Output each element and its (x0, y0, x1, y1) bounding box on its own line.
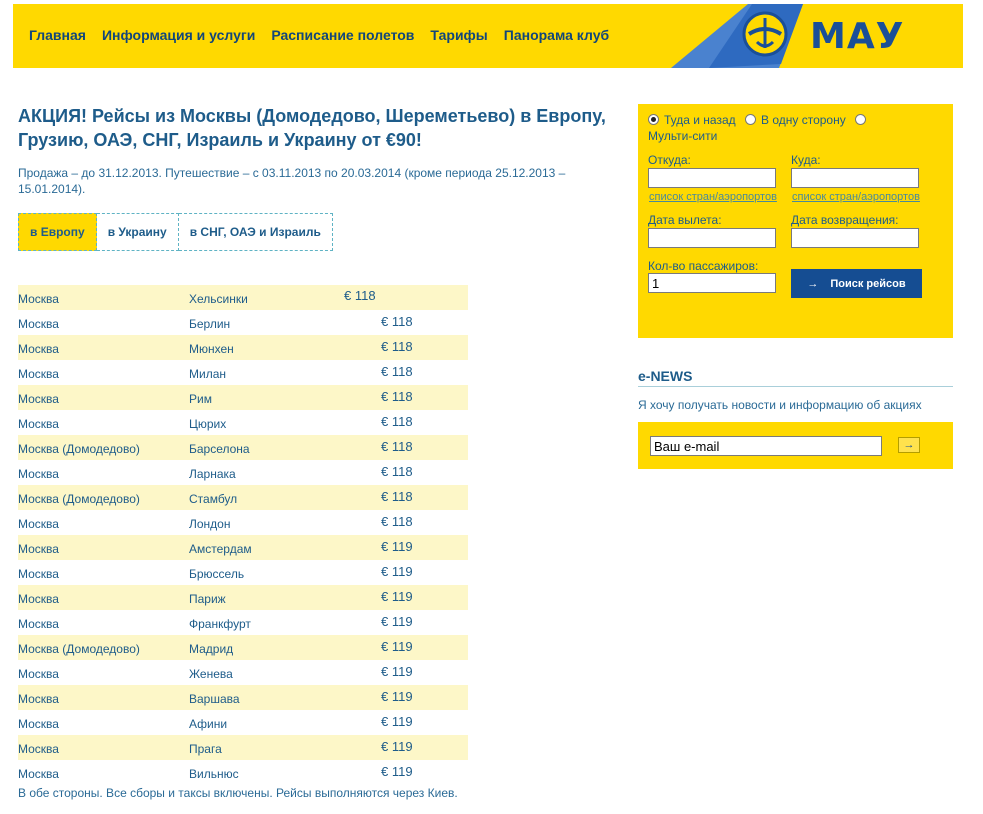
route-destination: Рим (189, 392, 212, 406)
route-destination: Мадрид (189, 642, 234, 656)
nav-item-info-services[interactable]: Информация и услуги (101, 27, 256, 43)
arrow-right-icon: → (903, 439, 915, 451)
route-row (18, 385, 468, 410)
route-price: € 119 (381, 614, 413, 629)
route-origin: Москва (18, 692, 59, 706)
route-origin: Москва (18, 367, 59, 381)
tab-europe[interactable]: в Европу (18, 213, 97, 251)
trip-type-label: В одну сторону (761, 113, 846, 127)
route-origin: Москва (18, 517, 59, 531)
route-row (18, 760, 468, 785)
return-date-input[interactable] (791, 228, 919, 248)
airline-tail-logo-icon[interactable] (653, 4, 803, 68)
route-row (18, 560, 468, 585)
enews-divider (638, 386, 953, 387)
route-origin: Москва (18, 742, 59, 756)
route-destination: Париж (189, 592, 226, 606)
route-destination: Франкфурт (189, 617, 251, 631)
depart-date-label: Дата вылета: (648, 213, 722, 227)
route-row (18, 710, 468, 735)
route-row (18, 460, 468, 485)
route-destination: Амстердам (189, 542, 252, 556)
route-row (18, 360, 468, 385)
from-label: Откуда: (648, 153, 691, 167)
trip-type-oneway[interactable] (745, 112, 846, 128)
header-bar (13, 4, 963, 68)
route-row (18, 585, 468, 610)
route-origin: Москва (18, 592, 59, 606)
route-origin: Москва (18, 417, 59, 431)
route-price: € 118 (381, 489, 413, 504)
radio-icon[interactable] (855, 114, 866, 125)
route-row (18, 535, 468, 560)
trip-type-multicity-label[interactable]: Мульти-сити (648, 129, 718, 143)
route-origin: Москва (18, 342, 59, 356)
enews-subscribe-box (638, 422, 953, 469)
route-row (18, 510, 468, 535)
routes-table (18, 285, 468, 785)
tab-cis-uae-israel[interactable]: в СНГ, ОАЭ и Израиль (179, 213, 333, 251)
route-price: € 119 (381, 664, 413, 679)
route-destination: Хельсинки (189, 292, 248, 306)
nav-item-schedule[interactable]: Расписание полетов (271, 27, 415, 43)
enews-description: Я хочу получать новости и информацию об акциях (638, 398, 922, 412)
route-price: € 119 (381, 739, 413, 754)
route-price: € 119 (381, 764, 413, 779)
promo-subtitle: Продажа – до 31.12.2013. Путешествие – с 03.11.2013 по 20.03.2014 (кроме периода 25.12.2013 – 15.01.2014). (18, 166, 566, 196)
route-origin: Москва (18, 317, 59, 331)
nav-item-home[interactable]: Главная (29, 27, 86, 43)
trip-type-multicity-radio[interactable] (855, 112, 871, 128)
route-row (18, 410, 468, 435)
route-destination: Ларнака (189, 467, 236, 481)
route-row (18, 310, 468, 335)
route-price: € 119 (381, 539, 413, 554)
enews-email-input[interactable] (650, 436, 882, 456)
destination-tabs (18, 213, 333, 251)
route-destination: Милан (189, 367, 227, 381)
route-destination: Вильнюс (189, 767, 239, 781)
route-destination: Женева (189, 667, 233, 681)
route-origin: Москва (Домодедово) (18, 442, 140, 456)
enews-submit-button[interactable] (898, 437, 920, 453)
airline-logo-text[interactable]: МАУ (810, 16, 905, 57)
promo-title: АКЦИЯ! Рейсы из Москвы (Домодедово, Шереметьево) в Европу, Грузию, ОАЭ, СНГ, Израиль и Украину от €90! (18, 106, 606, 150)
route-price: € 118 (381, 514, 413, 529)
route-destination: Варшава (189, 692, 240, 706)
passengers-input[interactable] (648, 273, 776, 293)
route-row (18, 435, 468, 460)
route-destination: Прага (189, 742, 222, 756)
route-origin: Москва (18, 767, 59, 781)
route-origin: Москва (18, 617, 59, 631)
to-label: Куда: (791, 153, 821, 167)
nav-item-fares[interactable]: Тарифы (430, 27, 488, 43)
route-origin: Москва (18, 467, 59, 481)
to-airports-link[interactable]: список стран/аэропортов (792, 191, 920, 203)
route-price: € 118 (381, 389, 413, 404)
route-destination: Цюрих (189, 417, 227, 431)
route-row (18, 285, 468, 310)
route-row (18, 660, 468, 685)
from-input[interactable] (648, 168, 776, 188)
route-price: € 118 (381, 439, 413, 454)
route-origin: Москва (18, 667, 59, 681)
radio-checked-icon[interactable] (648, 114, 659, 125)
arrow-right-icon: → (807, 277, 819, 290)
route-price: € 118 (381, 414, 413, 429)
nav-item-panorama-club[interactable]: Панорама клуб (503, 27, 610, 43)
route-price: € 118 (381, 364, 413, 379)
route-price: € 118 (344, 288, 376, 303)
route-price: € 119 (381, 714, 413, 729)
enews-title: e-NEWS (638, 368, 693, 384)
tab-ukraine[interactable]: в Украину (97, 213, 179, 251)
route-price: € 119 (381, 589, 413, 604)
route-origin: Москва (Домодедово) (18, 642, 140, 656)
route-origin: Москва (18, 567, 59, 581)
route-destination: Берлин (189, 317, 231, 331)
to-input[interactable] (791, 168, 919, 188)
route-origin: Москва (18, 717, 59, 731)
passengers-label: Кол-во пассажиров: (648, 259, 759, 273)
route-origin: Москва (18, 292, 59, 306)
route-destination: Лондон (189, 517, 231, 531)
radio-icon[interactable] (745, 114, 756, 125)
trip-type-roundtrip[interactable] (648, 112, 736, 128)
route-origin: Москва (18, 392, 59, 406)
main-nav (29, 27, 625, 43)
route-price: € 118 (381, 314, 413, 329)
route-row (18, 635, 468, 660)
route-origin: Москва (18, 542, 59, 556)
route-destination: Афини (189, 717, 228, 731)
depart-date-input[interactable] (648, 228, 776, 248)
return-date-label: Дата возвращения: (791, 213, 899, 227)
route-price: € 119 (381, 689, 413, 704)
route-origin: Москва (Домодедово) (18, 492, 140, 506)
route-price: € 119 (381, 639, 413, 654)
route-price: € 118 (381, 464, 413, 479)
route-destination: Мюнхен (189, 342, 234, 356)
routes-footnote: В обе стороны. Все сборы и таксы включены. Рейсы выполняются через Киев. (18, 786, 458, 800)
from-airports-link[interactable]: список стран/аэропортов (649, 191, 777, 203)
route-price: € 119 (381, 564, 413, 579)
route-destination: Стамбул (189, 492, 238, 506)
route-row (18, 685, 468, 710)
route-price: € 118 (381, 339, 413, 354)
trip-type-group (648, 112, 948, 144)
route-row (18, 485, 468, 510)
flight-search-form (638, 104, 953, 338)
search-flights-button[interactable] (791, 269, 922, 298)
route-row (18, 735, 468, 760)
route-destination: Барселона (189, 442, 250, 456)
trip-type-label: Туда и назад (664, 113, 736, 127)
route-row (18, 335, 468, 360)
route-row (18, 610, 468, 635)
route-destination: Брюссель (189, 567, 245, 581)
search-flights-label: Поиск рейсов (830, 277, 906, 290)
